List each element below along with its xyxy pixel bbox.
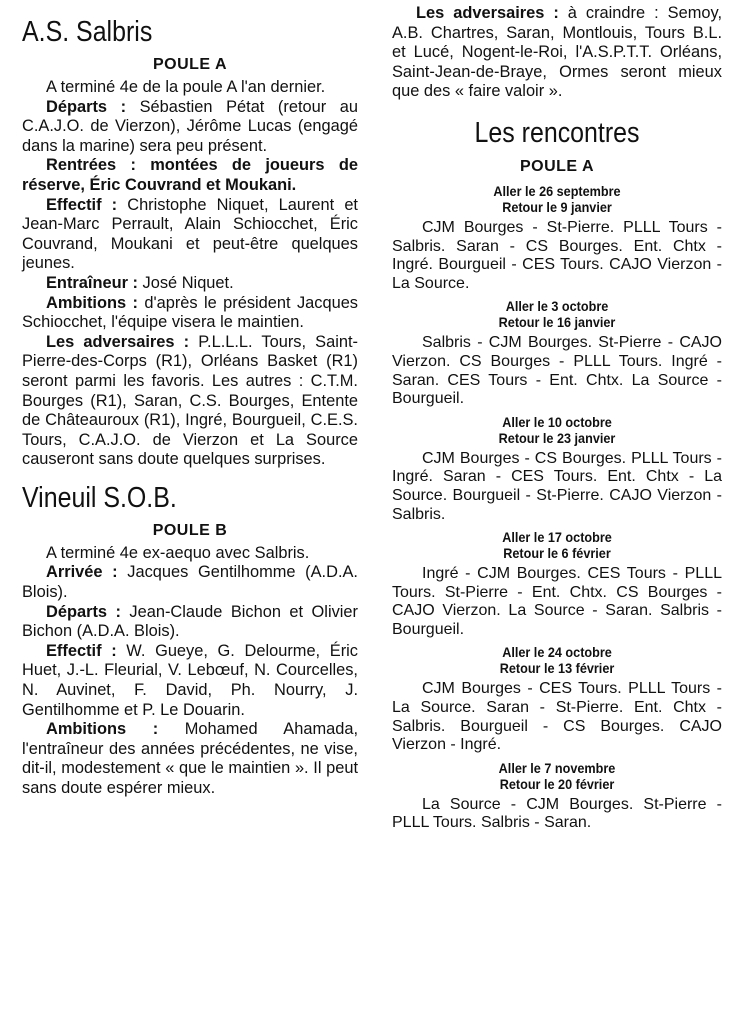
- salbris-title: A.S. Salbris: [22, 16, 153, 48]
- salbris-entraineur: [22, 274, 358, 294]
- vineuil-ambitions: [22, 720, 358, 798]
- left-column: [22, 0, 358, 799]
- salbris-departs: [22, 98, 358, 157]
- salbris-effectif-label: Effectif :: [46, 195, 118, 214]
- salbris-adversaires-text: P.L.L.L. Tours, Saint-Pierre-des-Corps (R1), Orléans Basket (R1) seront parmi les favoris. Les autres : C.T.M. Bourges (R1), Saran, C.S. Bourges, Entente de Châteauroux (R1), Ingré, Bourgueil, C.E.S. Tours, C.A.J.O. de Vierzon et La Source causeront sans doute quelques surprises.: [22, 332, 358, 469]
- salbris-poule: POULE A: [152, 56, 228, 73]
- salbris-ambitions-text: d'après le président Jacques Schiocchet, l'équipe visera le maintien.: [22, 293, 359, 332]
- salbris-effectif: [22, 196, 358, 274]
- vineuil-effectif: [22, 642, 358, 720]
- round-retour: Retour le 16 janvier: [498, 315, 616, 331]
- round-block: [392, 299, 722, 408]
- salbris-entraineur-label: Entraîneur :: [46, 273, 138, 292]
- salbris-rentrees-label: Rentrées : montées de joueurs de réserve, Éric Couvrand et Moukani.: [22, 156, 358, 194]
- salbris-intro: A terminé 4e de la poule A l'an dernier.: [46, 78, 326, 96]
- round-games: La Source - CJM Bourges. St-Pierre - PLLL Tours. Salbris - Saran.: [392, 795, 722, 832]
- vineuil-effectif-label: Effectif :: [46, 641, 117, 660]
- round-aller: Aller le 24 octobre: [502, 645, 612, 661]
- round-dates: [392, 761, 722, 793]
- round-block: [392, 761, 722, 833]
- salbris-departs-text: Sébastien Pétat (retour au C.A.J.O. de Vierzon), Jérôme Lucas (engagé dans la marine) sera peu présent.: [22, 97, 358, 155]
- round-games: CJM Bourges - St-Pierre. PLLL Tours - Salbris. Saran - CS Bourges. Ent. Chtx - Ingré. Bourgueil - CES Tours. CAJO Vierzon - La Source.: [392, 218, 722, 292]
- vineuil-adversaires-text: à craindre : Semoy, A.B. Chartres, Saran, Montlouis, Tours B.L. et Lucé, Nogent-le-Roi, l'A.S.P.T.T. Orléans, Saint-Jean-de-Braye, Ormes seront mieux que des « faire valoir ».: [392, 4, 722, 101]
- vineuil-adversaires: [392, 4, 722, 102]
- vineuil-arrivee-label: Arrivée :: [46, 563, 118, 582]
- round-block: [392, 415, 722, 524]
- salbris-entraineur-text: José Niquet.: [137, 273, 234, 292]
- salbris-adversaires-label: Les adversaires :: [46, 332, 190, 351]
- vineuil-effectif-text: W. Gueye, G. Delourme, Éric Huet, J.-L. Fleurial, V. Lebœuf, N. Courcelles, N. Auvinet, F. David, Ph. Nourry, J. Gentilhomme et P. Le Douarin.: [22, 641, 358, 719]
- vineuil-title: Vineuil S.O.B.: [22, 481, 177, 514]
- round-retour: Retour le 13 février: [499, 661, 615, 677]
- round-retour: Retour le 20 février: [499, 776, 615, 792]
- vineuil-departs: [22, 603, 358, 642]
- rencontres-title: Les rencontres: [474, 116, 640, 149]
- vineuil-ambitions-label: Ambitions :: [46, 720, 159, 739]
- salbris-ambitions-label: Ambitions :: [46, 293, 138, 312]
- vineuil-arrivee-text: Jacques Gentilhomme (A.D.A. Blois).: [22, 563, 358, 602]
- round-aller: Aller le 26 septembre: [493, 183, 621, 199]
- round-block: [392, 530, 722, 639]
- vineuil-departs-text: Jean-Claude Bichon et Olivier Bichon (A.D.A. Blois).: [22, 602, 359, 641]
- salbris-rentrees: [22, 156, 358, 195]
- round-aller: Aller le 10 octobre: [502, 414, 612, 430]
- right-column: [392, 0, 722, 833]
- rencontres-poule: POULE A: [519, 157, 595, 175]
- round-games: Salbris - CJM Bourges. St-Pierre - CAJO Vierzon. CS Bourges - PLLL Tours. Ingré - Saran. CES Tours - Ent. Chtx. La Source - Bourgueil.: [392, 334, 722, 408]
- vineuil-intro: A terminé 4e ex-aequo avec Salbris.: [46, 543, 310, 562]
- vineuil-arrivee: [22, 563, 358, 602]
- round-dates: [392, 415, 722, 447]
- round-dates: [392, 184, 722, 216]
- round-games: Ingré - CJM Bourges. CES Tours - PLLL Tours. St-Pierre - Ent. Chtx. CS Bourges - CAJO Vierzon. La Source - Saran. Salbris - Bourgueil.: [392, 565, 722, 638]
- round-dates: [392, 645, 722, 677]
- round-retour: Retour le 9 janvier: [502, 199, 612, 215]
- round-games: CJM Bourges - CES Tours. PLLL Tours - La Source. Saran - St-Pierre. Ent. Chtx - Salbris. Bourgueil - CS Bourges. CAJO Vierzon - Ingré.: [392, 680, 722, 754]
- round-block: [392, 645, 722, 754]
- round-aller: Aller le 17 octobre: [502, 530, 612, 546]
- round-aller: Aller le 3 octobre: [505, 299, 609, 315]
- vineuil-ambitions-text: Mohamed Ahamada, l'entraîneur des années précédentes, ne vise, dit-il, modestement « que le maintien ». Il peut sans doute espérer mieux.: [22, 720, 358, 797]
- salbris-adversaires: [22, 333, 358, 470]
- vineuil-departs-label: Départs :: [46, 602, 121, 621]
- round-dates: [392, 530, 722, 562]
- vineuil-adversaires-label: Les adversaires :: [416, 4, 559, 22]
- round-block: [392, 184, 722, 293]
- vineuil-poule: POULE B: [152, 521, 228, 539]
- round-dates: [392, 299, 722, 331]
- salbris-effectif-text: Christophe Niquet, Laurent et Jean-Marc Perrault, Alain Schiocchet, Éric Couvrand, Moukani et peut-être quelques jeunes.: [22, 195, 358, 273]
- salbris-ambitions: [22, 294, 358, 333]
- round-games: CJM Bourges - CS Bourges. PLLL Tours - Ingré. Saran - CES Tours. Ent. Chtx - La Source. Bourgueil - St-Pierre. CAJO Vierzon - Salbris.: [392, 449, 722, 523]
- round-retour: Retour le 23 janvier: [498, 430, 616, 446]
- salbris-departs-label: Départs :: [46, 97, 127, 116]
- round-retour: Retour le 6 février: [503, 546, 611, 562]
- round-aller: Aller le 7 novembre: [498, 760, 616, 776]
